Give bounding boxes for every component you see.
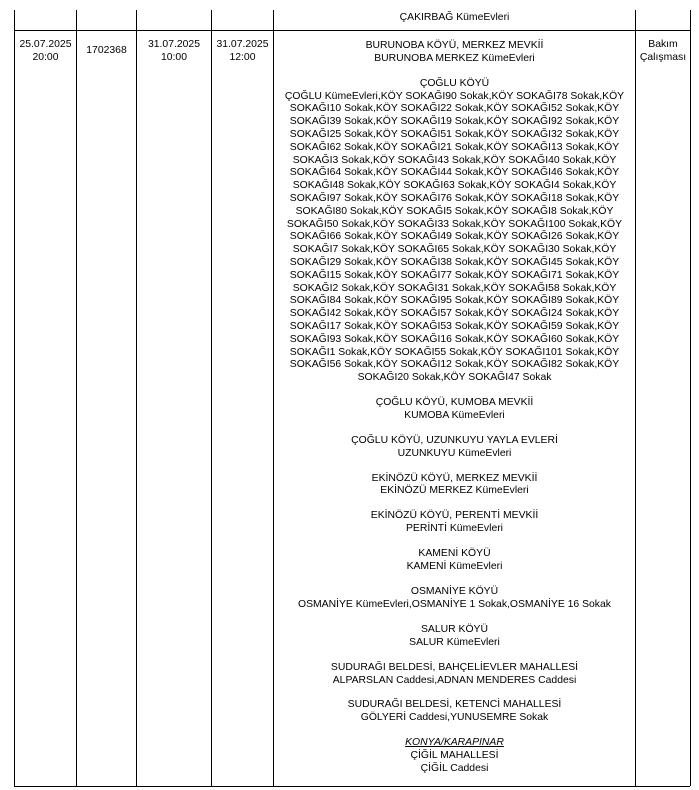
location-title: OSMANİYE KÖYÜ (410, 586, 499, 598)
location-group (276, 662, 633, 688)
location-group (276, 397, 633, 423)
end-datetime-cell (137, 39, 211, 64)
location-detail: PERİNTİ KümeEvleri (405, 523, 503, 535)
location-title: EKİNÖZÜ KÖYÜ, MERKEZ MEVKİİ (371, 472, 538, 484)
column-divider (635, 10, 636, 786)
street-list-line: SOKAĞI80 Sokak,KÖY SOKAĞI5 Sokak,KÖY SOKAĞI8 Sokak,KÖY (295, 205, 614, 217)
table-border-left (14, 10, 15, 786)
street-list-line: SOKAĞI66 Sokak,KÖY SOKAĞI49 Sokak,KÖY SOKAĞI26 Sokak,KÖY (289, 231, 620, 243)
end-date-2: 31.07.2025 (216, 39, 269, 50)
location-group (276, 435, 633, 461)
location-group (276, 78, 633, 385)
location-title: EKİNÖZÜ KÖYÜ, PERENTİ MEVKİİ (370, 510, 539, 522)
reason-line-1: Bakım (648, 39, 678, 50)
street-list-line: SOKAĞI3 Sokak,KÖY SOKAĞI43 Sokak,KÖY SOKAĞI40 Sokak,KÖY (292, 154, 617, 166)
street-list-line: SOKAĞI62 Sokak,KÖY SOKAĞI21 Sokak,KÖY SOKAĞI13 Sokak,KÖY (289, 141, 620, 153)
location-group (276, 12, 633, 25)
street-list-line: SOKAĞI39 Sokak,KÖY SOKAĞI19 Sokak,KÖY SOKAĞI92 Sokak,KÖY (289, 116, 620, 128)
location-detail: ÇİĞİL Caddesi (420, 763, 489, 775)
street-list-line: SOKAĞI15 Sokak,KÖY SOKAĞI77 Sokak,KÖY SOKAĞI71 Sokak,KÖY (289, 269, 620, 281)
street-list-line: SOKAĞI56 Sokak,KÖY SOKAĞI12 Sokak,KÖY SOKAĞI82 Sokak,KÖY (289, 359, 620, 371)
street-list-line: SOKAĞI48 Sokak,KÖY SOKAĞI63 Sokak,KÖY SOKAĞI4 Sokak,KÖY (292, 180, 617, 192)
location-group (276, 737, 633, 776)
location-group (276, 473, 633, 499)
street-list-line: SOKAĞI17 Sokak,KÖY SOKAĞI53 Sokak,KÖY SOKAĞI59 Sokak,KÖY (289, 320, 620, 332)
street-list-line: SOKAĞI25 Sokak,KÖY SOKAĞI51 Sokak,KÖY SOKAĞI32 Sokak,KÖY (289, 129, 620, 141)
end-time-2: 12:00 (229, 51, 256, 63)
street-list-line: SOKAĞI42 Sokak,KÖY SOKAĞI57 Sokak,KÖY SOKAĞI24 Sokak,KÖY (289, 308, 620, 320)
location-detail: EKİNÖZÜ MERKEZ KümeEvleri (380, 485, 529, 497)
street-list-line: SOKAĞI20 Sokak,KÖY SOKAĞI47 Sokak (357, 372, 552, 384)
street-list-line: SOKAĞI2 Sokak,KÖY SOKAĞI31 Sokak,KÖY SOKAĞI58 Sokak,KÖY (292, 282, 617, 294)
record-id-cell (77, 45, 136, 58)
end-datetime-cell-2 (212, 39, 273, 64)
end-time: 10:00 (160, 51, 187, 63)
location-detail: SALUR KümeEvleri (409, 636, 500, 648)
location-detail: GÖLYERİ Caddesi,YUNUSEMRE Sokak (360, 712, 549, 724)
end-date: 31.07.2025 (147, 39, 200, 50)
location-title: ÇOĞLU KÖYÜ, UZUNKUYU YAYLA EVLERİ (351, 434, 558, 446)
start-date: 25.07.2025 (19, 39, 72, 50)
start-time: 20:00 (32, 51, 59, 63)
location-detail: KAMENİ KümeEvleri (406, 561, 503, 573)
column-divider (76, 10, 77, 786)
start-datetime-cell (15, 39, 76, 64)
location-group (276, 624, 633, 650)
location-group (276, 40, 633, 66)
street-list-line: ÇOĞLU KümeEvleri,KÖY SOKAĞI90 Sokak,KÖY SOKAĞI78 Sokak,KÖY (284, 90, 625, 102)
location-group (276, 510, 633, 536)
location-group (276, 699, 633, 725)
street-list-line: SOKAĞI29 Sokak,KÖY SOKAĞI38 Sokak,KÖY SOKAĞI45 Sokak,KÖY (289, 256, 620, 268)
province-district-heading: KONYA/KARAPINAR (405, 737, 504, 749)
reason-cell (636, 39, 690, 64)
location-title: ÇOĞLU KÖYÜ (419, 77, 490, 89)
street-list-line: SOKAĞI7 Sokak,KÖY SOKAĞI65 Sokak,KÖY SOKAĞI30 Sokak,KÖY (292, 244, 617, 256)
location-group (276, 586, 633, 612)
street-list-line: SOKAĞI84 Sokak,KÖY SOKAĞI95 Sokak,KÖY SOKAĞI89 Sokak,KÖY (289, 295, 620, 307)
location-title: SALUR KÖYÜ (421, 623, 488, 635)
location-detail: ALPARSLAN Caddesi,ADNAN MENDERES Caddesi (332, 674, 577, 686)
location-title: KAMENİ KÖYÜ (418, 548, 491, 560)
street-list-line: SOKAĞI1 Sokak,KÖY SOKAĞI55 Sokak,KÖY SOKAĞI101 Sokak,KÖY (289, 346, 620, 358)
location-title: ÇOĞLU KÖYÜ, KUMOBA MEVKİİ (375, 396, 534, 408)
column-divider (273, 10, 274, 786)
location-title: BURUNOBA KÖYÜ, MERKEZ MEVKİİ (365, 39, 544, 51)
location-title: SUDURAĞI BELDESİ, KETENCİ MAHALLESİ (347, 699, 562, 711)
location-detail: OSMANİYE KümeEvleri,OSMANİYE 1 Sokak,OSMANİYE 16 Sokak (298, 598, 611, 610)
reason-line-2: Çalışması (639, 51, 687, 63)
affected-locations (276, 12, 633, 776)
street-list-line: SOKAĞI10 Sokak,KÖY SOKAĞI22 Sokak,KÖY SOKAĞI52 Sokak,KÖY (289, 103, 620, 115)
street-list-line: SOKAĞI50 Sokak,KÖY SOKAĞI33 Sokak,KÖY SOKAĞI100 Sokak,KÖY (286, 218, 623, 230)
location-detail: BURUNOBA MERKEZ KümeEvleri (374, 52, 535, 64)
location-group (276, 548, 633, 574)
location-detail: KUMOBA KümeEvleri (404, 409, 505, 421)
street-list-line: SOKAĞI64 Sokak,KÖY SOKAĞI44 Sokak,KÖY SOKAĞI46 Sokak,KÖY (289, 167, 620, 179)
location-line: ÇAKIRBAĞ KümeEvleri (399, 12, 510, 23)
street-list-line: SOKAĞI93 Sokak,KÖY SOKAĞI16 Sokak,KÖY SOKAĞI60 Sokak,KÖY (289, 333, 620, 345)
location-detail: UZUNKUYU KümeEvleri (397, 447, 512, 459)
location-title: ÇİĞİL MAHALLESİ (410, 750, 499, 762)
column-divider (211, 10, 212, 786)
table-border-bottom (14, 786, 690, 787)
column-divider (136, 10, 137, 786)
location-title: SUDURAĞI BELDESİ, BAHÇELİEVLER MAHALLESİ (330, 661, 579, 673)
street-list-line: SOKAĞI97 Sokak,KÖY SOKAĞI76 Sokak,KÖY SOKAĞI18 Sokak,KÖY (289, 193, 620, 204)
table-border-right (690, 10, 691, 786)
record-id: 1702368 (86, 45, 127, 56)
